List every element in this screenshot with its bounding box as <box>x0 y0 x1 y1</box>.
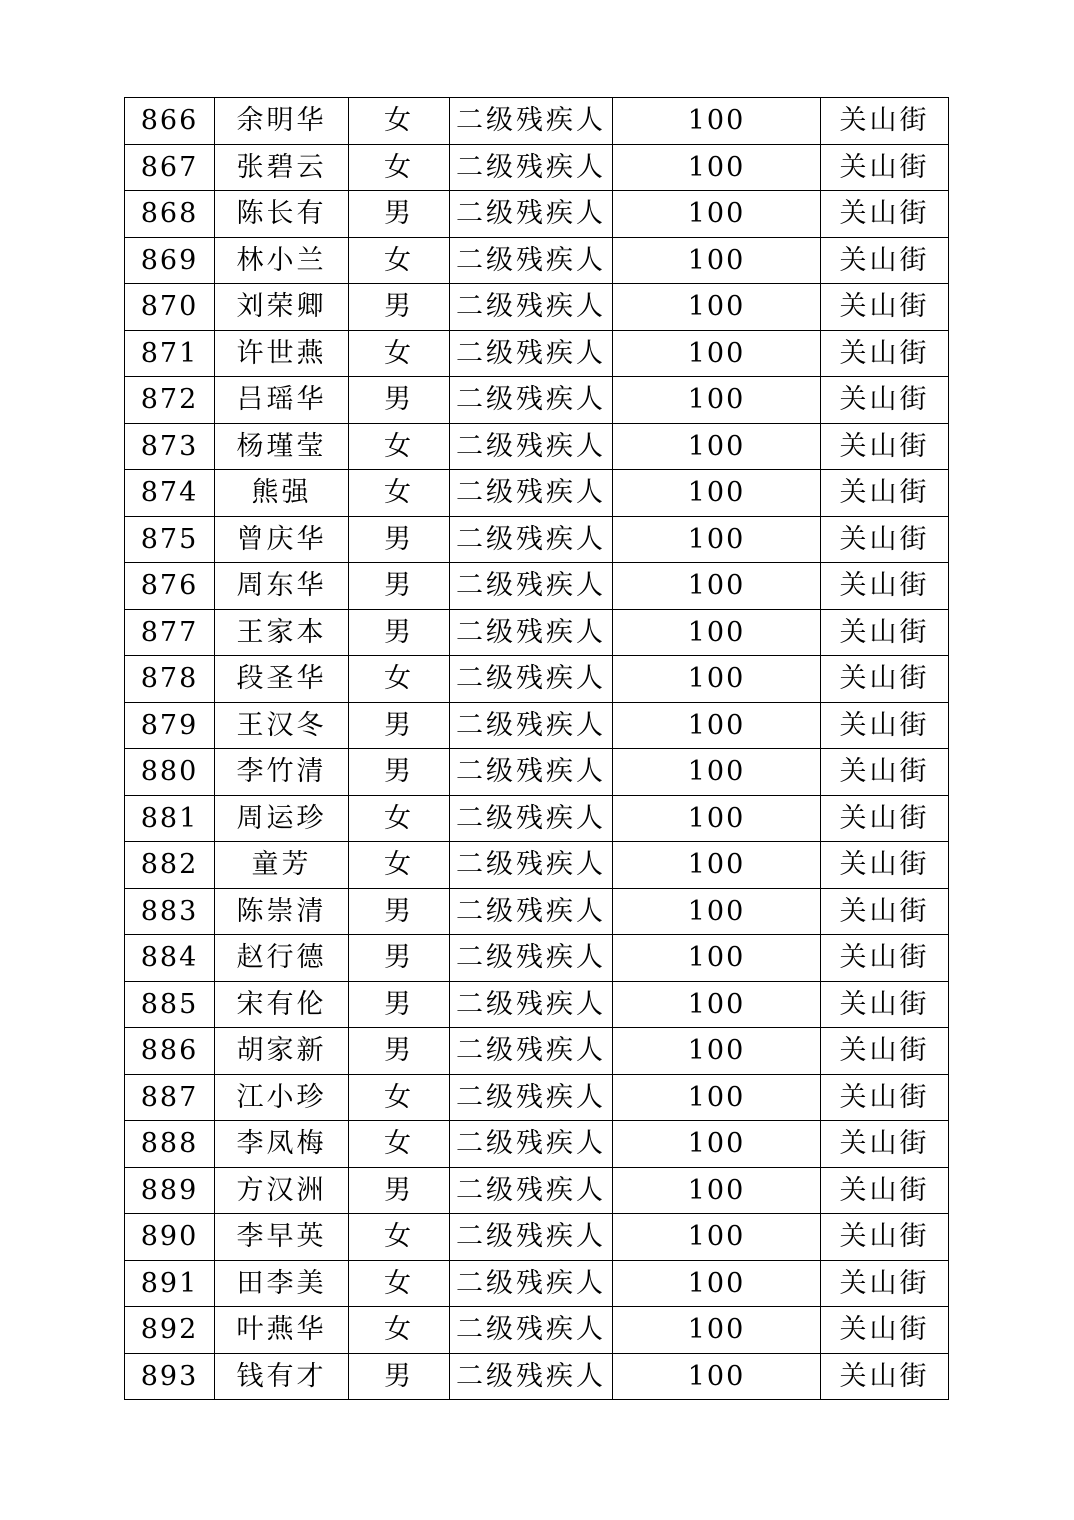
gender-cell: 男 <box>349 1353 450 1400</box>
street-cell: 关山街 <box>821 749 949 796</box>
serial-number-cell: 875 <box>125 516 215 563</box>
serial-number-cell: 878 <box>125 656 215 703</box>
table-row <box>125 377 949 424</box>
street-cell: 关山街 <box>821 1121 949 1168</box>
table-row <box>125 98 949 145</box>
name-cell: 田李美 <box>215 1260 349 1307</box>
category-cell: 二级残疾人 <box>450 842 613 889</box>
category-cell: 二级残疾人 <box>450 795 613 842</box>
gender-cell: 男 <box>349 702 450 749</box>
amount-cell: 100 <box>613 702 821 749</box>
gender-cell: 女 <box>349 237 450 284</box>
serial-number-cell: 867 <box>125 144 215 191</box>
category-cell: 二级残疾人 <box>450 609 613 656</box>
gender-cell: 男 <box>349 609 450 656</box>
amount-cell: 100 <box>613 935 821 982</box>
table-row <box>125 470 949 517</box>
category-cell: 二级残疾人 <box>450 377 613 424</box>
category-cell: 二级残疾人 <box>450 237 613 284</box>
street-cell: 关山街 <box>821 888 949 935</box>
amount-cell: 100 <box>613 237 821 284</box>
street-cell: 关山街 <box>821 470 949 517</box>
table-row <box>125 749 949 796</box>
name-cell: 熊强 <box>215 470 349 517</box>
street-cell: 关山街 <box>821 1167 949 1214</box>
serial-number-cell: 871 <box>125 330 215 377</box>
serial-number-cell: 891 <box>125 1260 215 1307</box>
category-cell: 二级残疾人 <box>450 191 613 238</box>
table-row <box>125 1121 949 1168</box>
gender-cell: 男 <box>349 563 450 610</box>
amount-cell: 100 <box>613 284 821 331</box>
street-cell: 关山街 <box>821 1260 949 1307</box>
name-cell: 许世燕 <box>215 330 349 377</box>
gender-cell: 女 <box>349 1121 450 1168</box>
name-cell: 陈长有 <box>215 191 349 238</box>
name-cell: 钱有才 <box>215 1353 349 1400</box>
serial-number-cell: 887 <box>125 1074 215 1121</box>
street-cell: 关山街 <box>821 1074 949 1121</box>
street-cell: 关山街 <box>821 98 949 145</box>
table-row <box>125 1167 949 1214</box>
amount-cell: 100 <box>613 377 821 424</box>
serial-number-cell: 868 <box>125 191 215 238</box>
category-cell: 二级残疾人 <box>450 1353 613 1400</box>
amount-cell: 100 <box>613 1353 821 1400</box>
gender-cell: 女 <box>349 1307 450 1354</box>
table-row <box>125 330 949 377</box>
street-cell: 关山街 <box>821 656 949 703</box>
street-cell: 关山街 <box>821 191 949 238</box>
street-cell: 关山街 <box>821 377 949 424</box>
amount-cell: 100 <box>613 144 821 191</box>
name-cell: 余明华 <box>215 98 349 145</box>
amount-cell: 100 <box>613 1074 821 1121</box>
serial-number-cell: 883 <box>125 888 215 935</box>
category-cell: 二级残疾人 <box>450 1214 613 1261</box>
table-row <box>125 842 949 889</box>
serial-number-cell: 882 <box>125 842 215 889</box>
amount-cell: 100 <box>613 1167 821 1214</box>
street-cell: 关山街 <box>821 1307 949 1354</box>
amount-cell: 100 <box>613 1214 821 1261</box>
street-cell: 关山街 <box>821 1353 949 1400</box>
amount-cell: 100 <box>613 656 821 703</box>
serial-number-cell: 893 <box>125 1353 215 1400</box>
amount-cell: 100 <box>613 516 821 563</box>
name-cell: 李凤梅 <box>215 1121 349 1168</box>
street-cell: 关山街 <box>821 981 949 1028</box>
name-cell: 吕瑶华 <box>215 377 349 424</box>
category-cell: 二级残疾人 <box>450 284 613 331</box>
table-row <box>125 609 949 656</box>
serial-number-cell: 877 <box>125 609 215 656</box>
category-cell: 二级残疾人 <box>450 1028 613 1075</box>
street-cell: 关山街 <box>821 842 949 889</box>
street-cell: 关山街 <box>821 284 949 331</box>
category-cell: 二级残疾人 <box>450 981 613 1028</box>
amount-cell: 100 <box>613 888 821 935</box>
category-cell: 二级残疾人 <box>450 330 613 377</box>
serial-number-cell: 889 <box>125 1167 215 1214</box>
gender-cell: 男 <box>349 516 450 563</box>
gender-cell: 男 <box>349 377 450 424</box>
gender-cell: 女 <box>349 423 450 470</box>
table-row <box>125 237 949 284</box>
amount-cell: 100 <box>613 1260 821 1307</box>
amount-cell: 100 <box>613 98 821 145</box>
name-cell: 张碧云 <box>215 144 349 191</box>
amount-cell: 100 <box>613 981 821 1028</box>
name-cell: 方汉洲 <box>215 1167 349 1214</box>
category-cell: 二级残疾人 <box>450 1307 613 1354</box>
serial-number-cell: 873 <box>125 423 215 470</box>
street-cell: 关山街 <box>821 237 949 284</box>
table-row <box>125 888 949 935</box>
gender-cell: 女 <box>349 1260 450 1307</box>
gender-cell: 男 <box>349 191 450 238</box>
amount-cell: 100 <box>613 795 821 842</box>
gender-cell: 男 <box>349 888 450 935</box>
gender-cell: 男 <box>349 935 450 982</box>
amount-cell: 100 <box>613 749 821 796</box>
street-cell: 关山街 <box>821 330 949 377</box>
table-row <box>125 1028 949 1075</box>
table-row <box>125 1214 949 1261</box>
name-cell: 林小兰 <box>215 237 349 284</box>
category-cell: 二级残疾人 <box>450 1260 613 1307</box>
amount-cell: 100 <box>613 191 821 238</box>
table-row <box>125 1307 949 1354</box>
street-cell: 关山街 <box>821 702 949 749</box>
name-cell: 宋有伦 <box>215 981 349 1028</box>
name-cell: 曾庆华 <box>215 516 349 563</box>
amount-cell: 100 <box>613 1307 821 1354</box>
serial-number-cell: 890 <box>125 1214 215 1261</box>
street-cell: 关山街 <box>821 516 949 563</box>
gender-cell: 女 <box>349 656 450 703</box>
table-row <box>125 1260 949 1307</box>
category-cell: 二级残疾人 <box>450 98 613 145</box>
serial-number-cell: 880 <box>125 749 215 796</box>
category-cell: 二级残疾人 <box>450 563 613 610</box>
street-cell: 关山街 <box>821 1028 949 1075</box>
name-cell: 李竹清 <box>215 749 349 796</box>
gender-cell: 女 <box>349 470 450 517</box>
name-cell: 童芳 <box>215 842 349 889</box>
amount-cell: 100 <box>613 609 821 656</box>
serial-number-cell: 870 <box>125 284 215 331</box>
serial-number-cell: 881 <box>125 795 215 842</box>
name-cell: 段圣华 <box>215 656 349 703</box>
name-cell: 杨瑾莹 <box>215 423 349 470</box>
street-cell: 关山街 <box>821 935 949 982</box>
table-row <box>125 1074 949 1121</box>
category-cell: 二级残疾人 <box>450 749 613 796</box>
roster-table-body <box>125 98 949 1400</box>
serial-number-cell: 885 <box>125 981 215 1028</box>
serial-number-cell: 876 <box>125 563 215 610</box>
table-row <box>125 563 949 610</box>
name-cell: 叶燕华 <box>215 1307 349 1354</box>
name-cell: 李早英 <box>215 1214 349 1261</box>
gender-cell: 女 <box>349 144 450 191</box>
street-cell: 关山街 <box>821 144 949 191</box>
serial-number-cell: 886 <box>125 1028 215 1075</box>
table-row <box>125 981 949 1028</box>
table-row <box>125 144 949 191</box>
serial-number-cell: 872 <box>125 377 215 424</box>
category-cell: 二级残疾人 <box>450 656 613 703</box>
table-row <box>125 795 949 842</box>
amount-cell: 100 <box>613 563 821 610</box>
name-cell: 江小珍 <box>215 1074 349 1121</box>
serial-number-cell: 874 <box>125 470 215 517</box>
amount-cell: 100 <box>613 470 821 517</box>
name-cell: 陈崇清 <box>215 888 349 935</box>
amount-cell: 100 <box>613 1028 821 1075</box>
gender-cell: 女 <box>349 330 450 377</box>
category-cell: 二级残疾人 <box>450 423 613 470</box>
street-cell: 关山街 <box>821 423 949 470</box>
amount-cell: 100 <box>613 1121 821 1168</box>
category-cell: 二级残疾人 <box>450 1121 613 1168</box>
street-cell: 关山街 <box>821 1214 949 1261</box>
serial-number-cell: 869 <box>125 237 215 284</box>
name-cell: 刘荣卿 <box>215 284 349 331</box>
gender-cell: 男 <box>349 981 450 1028</box>
name-cell: 赵行德 <box>215 935 349 982</box>
gender-cell: 男 <box>349 1167 450 1214</box>
name-cell: 周东华 <box>215 563 349 610</box>
name-cell: 王家本 <box>215 609 349 656</box>
serial-number-cell: 888 <box>125 1121 215 1168</box>
category-cell: 二级残疾人 <box>450 888 613 935</box>
street-cell: 关山街 <box>821 609 949 656</box>
roster-table <box>124 97 949 1400</box>
table-row <box>125 656 949 703</box>
amount-cell: 100 <box>613 423 821 470</box>
category-cell: 二级残疾人 <box>450 935 613 982</box>
category-cell: 二级残疾人 <box>450 702 613 749</box>
category-cell: 二级残疾人 <box>450 1167 613 1214</box>
category-cell: 二级残疾人 <box>450 1074 613 1121</box>
street-cell: 关山街 <box>821 795 949 842</box>
table-row <box>125 516 949 563</box>
table-row <box>125 935 949 982</box>
gender-cell: 女 <box>349 1214 450 1261</box>
name-cell: 王汉冬 <box>215 702 349 749</box>
name-cell: 周运珍 <box>215 795 349 842</box>
category-cell: 二级残疾人 <box>450 516 613 563</box>
serial-number-cell: 884 <box>125 935 215 982</box>
gender-cell: 女 <box>349 1074 450 1121</box>
gender-cell: 女 <box>349 98 450 145</box>
gender-cell: 男 <box>349 749 450 796</box>
serial-number-cell: 892 <box>125 1307 215 1354</box>
category-cell: 二级残疾人 <box>450 144 613 191</box>
serial-number-cell: 866 <box>125 98 215 145</box>
amount-cell: 100 <box>613 842 821 889</box>
gender-cell: 男 <box>349 1028 450 1075</box>
table-row <box>125 1353 949 1400</box>
serial-number-cell: 879 <box>125 702 215 749</box>
amount-cell: 100 <box>613 330 821 377</box>
table-row <box>125 284 949 331</box>
gender-cell: 男 <box>349 284 450 331</box>
table-row <box>125 191 949 238</box>
name-cell: 胡家新 <box>215 1028 349 1075</box>
category-cell: 二级残疾人 <box>450 470 613 517</box>
table-row <box>125 702 949 749</box>
table-row <box>125 423 949 470</box>
gender-cell: 女 <box>349 842 450 889</box>
gender-cell: 女 <box>349 795 450 842</box>
street-cell: 关山街 <box>821 563 949 610</box>
